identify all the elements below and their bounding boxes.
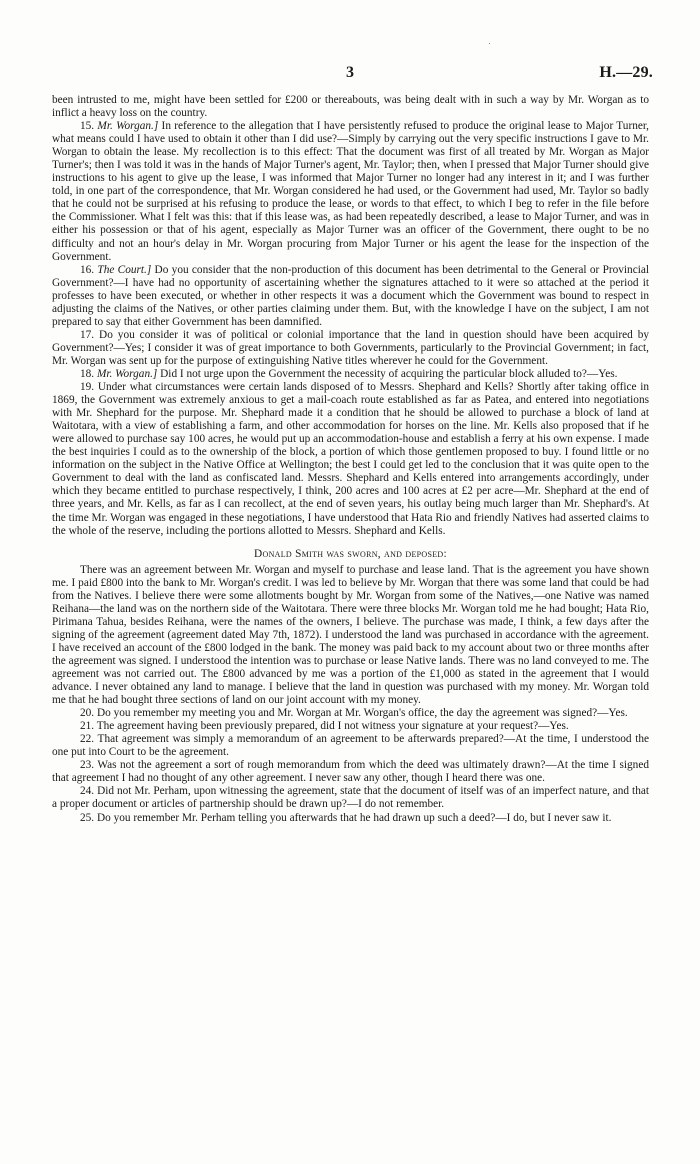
question-number: 19. — [80, 381, 95, 394]
paragraph-text: Under what circumstances were certain lands disposed of to Messrs. Shephard and Kells? Shortly after taking office in 1869, the Government was extremely anxious to get a mail-coach route established as far as Patea, and entered into negotiations with Mr. Shephard for the purpose. Mr. Shephard made it a condition that he should be allowed to purchase a block of land at Waitotara, with a view of establishing a farm, and other accommodation for horses on the line. Mr. Kells also proposed that if he were allowed to purchase say 100 acres, he would put up an accommodation-house and establish a ferry at his own expense. I made the best inquiries I could as to the ownership of the block, a portion of which those gentlemen proposed to buy. I found little or no information on the subject in the Native Office at Wellington; the best I could get led to the conclusion that it was quite open to the Government to deal with the land as confiscated land. Messrs. Shephard and Kells entered into arrangements accordingly, under which they became entitled to purchase respectively, I think, 200 acres and 100 acres at £2 per acre—Mr. Shephard at the end of three years, and Mr. Kells, as far as I can recollect, at the end of seven years, his outlay being much larger than Mr. Shephard's. At the time Mr. Worgan was engaged in these negotiations, I have understood that Hata Rio and friendly Natives had asserted claims to the whole of the reserve, including the portions allotted to Messrs. Shephard and Kells. — [52, 381, 649, 537]
scan-speck — [489, 43, 490, 44]
document-reference: H.—29. — [599, 64, 653, 81]
paragraph-q20: 20. Do you remember my meeting you and Mr. Worgan at Mr. Worgan's office, the day the agreement was signed?—Yes. — [80, 707, 628, 720]
paragraph-q22: 22. That agreement was simply a memorandum of an agreement to be afterwards prepared?—At the time, I understood the one put into Court to be the agreement. — [52, 733, 649, 759]
paragraph-q16 — [52, 264, 649, 329]
paragraph-text: In reference to the allegation that I have persistently refused to produce the original lease to Major Turner, what means could I have used to obtain it other than I did use?—Simply by carrying out the very specific instructions I gave to Mr. Worgan to obtain the lease. My recollection is to this effect: That the document was first of all treated by Mr. Worgan as Major Turner's; then I was told it was in the hands of Major Turner's agent, Mr. Taylor; then, when I pressed that Major Turner should give instructions to his agent to give up the lease, I was informed that Major Turner no longer had any interest in it; and I was further told, in one part of the correspondence, that Mr. Worgan considered he had used, or the Government had used, Mr. Taylor so badly that he could not be surprised at his refusing to produce the lease, or words to that effect, to which I beg to refer in the file before the Commissioner. What I felt was this: that if this lease was, as had been repeatedly described, a lease to Major Turner, and was in either his possession or that of his agent, especially as Major Turner was an officer of the Government, there ought to be no difficulty and not an hour's delay in Mr. Worgan procuring from Major Turner or his agent the lease for the inspection of the Government. — [52, 120, 649, 263]
witness-heading: Donald Smith was sworn, and deposed: — [254, 547, 447, 560]
paragraph-text: Do you consider it was of political or colonial importance that the land in question should have been acquired by Government?—Yes; I consider it was of great importance to both Governments, particularly to the Provincial Government; in fact, Mr. Worgan was sent up for the purpose of extinguishing Native titles wherever he could for the Government. — [52, 328, 649, 367]
question-number: 17. — [80, 328, 95, 341]
question-number: 18. — [80, 367, 95, 380]
page-header — [0, 64, 700, 88]
question-number: 15. — [80, 120, 95, 133]
question-speaker: Mr. Worgan.] — [97, 120, 159, 133]
question-number: 16. — [80, 263, 95, 276]
question-speaker: Mr. Worgan.] — [96, 367, 158, 380]
paragraph-q17 — [52, 329, 649, 368]
question-speaker: The Court.] — [97, 263, 152, 276]
paragraph-q25: 25. Do you remember Mr. Perham telling you afterwards that he had drawn up such a deed?—I do, but I never saw it. — [80, 811, 612, 824]
paragraph-q19 — [52, 381, 649, 538]
paragraph-text: Did I not urge upon the Government the necessity of acquiring the particular block alluded to?—Yes. — [157, 367, 618, 380]
paragraph-text: Do you consider that the non-production of this document has been detrimental to the General or Provincial Government?—I have had no opportunity of ascertaining whether the signatures attached to it were so attached at the period it professes to have been executed, or whether in other respects it was a document which the Government was bound to respect in adjusting the claims of the Natives, or other parties claiming under them. But, with the knowledge I have on the subject, I am not prepared to say that either Government has been damnified. — [52, 263, 650, 328]
paragraph-q23: 23. Was not the agreement a sort of rough memorandum from which the deed was ultimately drawn?—At the time I signed that agreement I had no thought of any other agreement. I never saw any other, though I heard there was one. — [52, 759, 649, 785]
paragraph-q15 — [52, 120, 649, 264]
body-text — [52, 94, 649, 825]
paragraph-q21: 21. The agreement having been previously prepared, did I not witness your signature at your request?—Yes. — [80, 720, 569, 733]
paragraph-continuation: been intrusted to me, might have been settled for £200 or thereabouts, was being dealt with in such a way by Mr. Worgan as to inflict a heavy loss on the country. — [52, 94, 649, 120]
paragraph-testimony: There was an agreement between Mr. Worgan and myself to purchase and lease land. That is the agreement you have shown me. I paid £800 into the bank to Mr. Worgan's credit. I was led to believe by Mr. Worgan that there was some land that could be had from the Natives. I believe there were some allotments bought by Mr. Worgan from some of the Natives,—one Native was named Reihana—the land was on the northern side of the Waitotara. There were three blocks Mr. Worgan told me he had bought; Hata Rio, Pirimana Tahua, besides Reihana, were the names of the owners, I believe. The purchase was made, I think, a few days after the signing of the agreement (agreement dated May 7th, 1872). I understood the land was purchased in accordance with the agreement. I have received an account of the £800 lodged in the bank. The money was paid back to my account about two or three months after the agreement was signed. I understood the intention was to purchase or lease Native lands. There was no land conveyed to me. The agreement was not carried out. The £800 advanced by me was a portion of the £1,000 as stated in the agreement that I would advance. I never obtained any land to manage. I believe that the land in question was purchased with my money. Mr. Worgan told me that he had bought three sections of land on our joint account with my money. — [52, 563, 649, 707]
page-number: 3 — [346, 64, 354, 81]
paragraph-q18 — [52, 368, 649, 381]
paragraph-q24: 24. Did not Mr. Perham, upon witnessing the agreement, state that the document of itself was of an imperfect nature, and that a proper document or articles of partnership should be drawn up?—I do not remember. — [52, 785, 649, 811]
